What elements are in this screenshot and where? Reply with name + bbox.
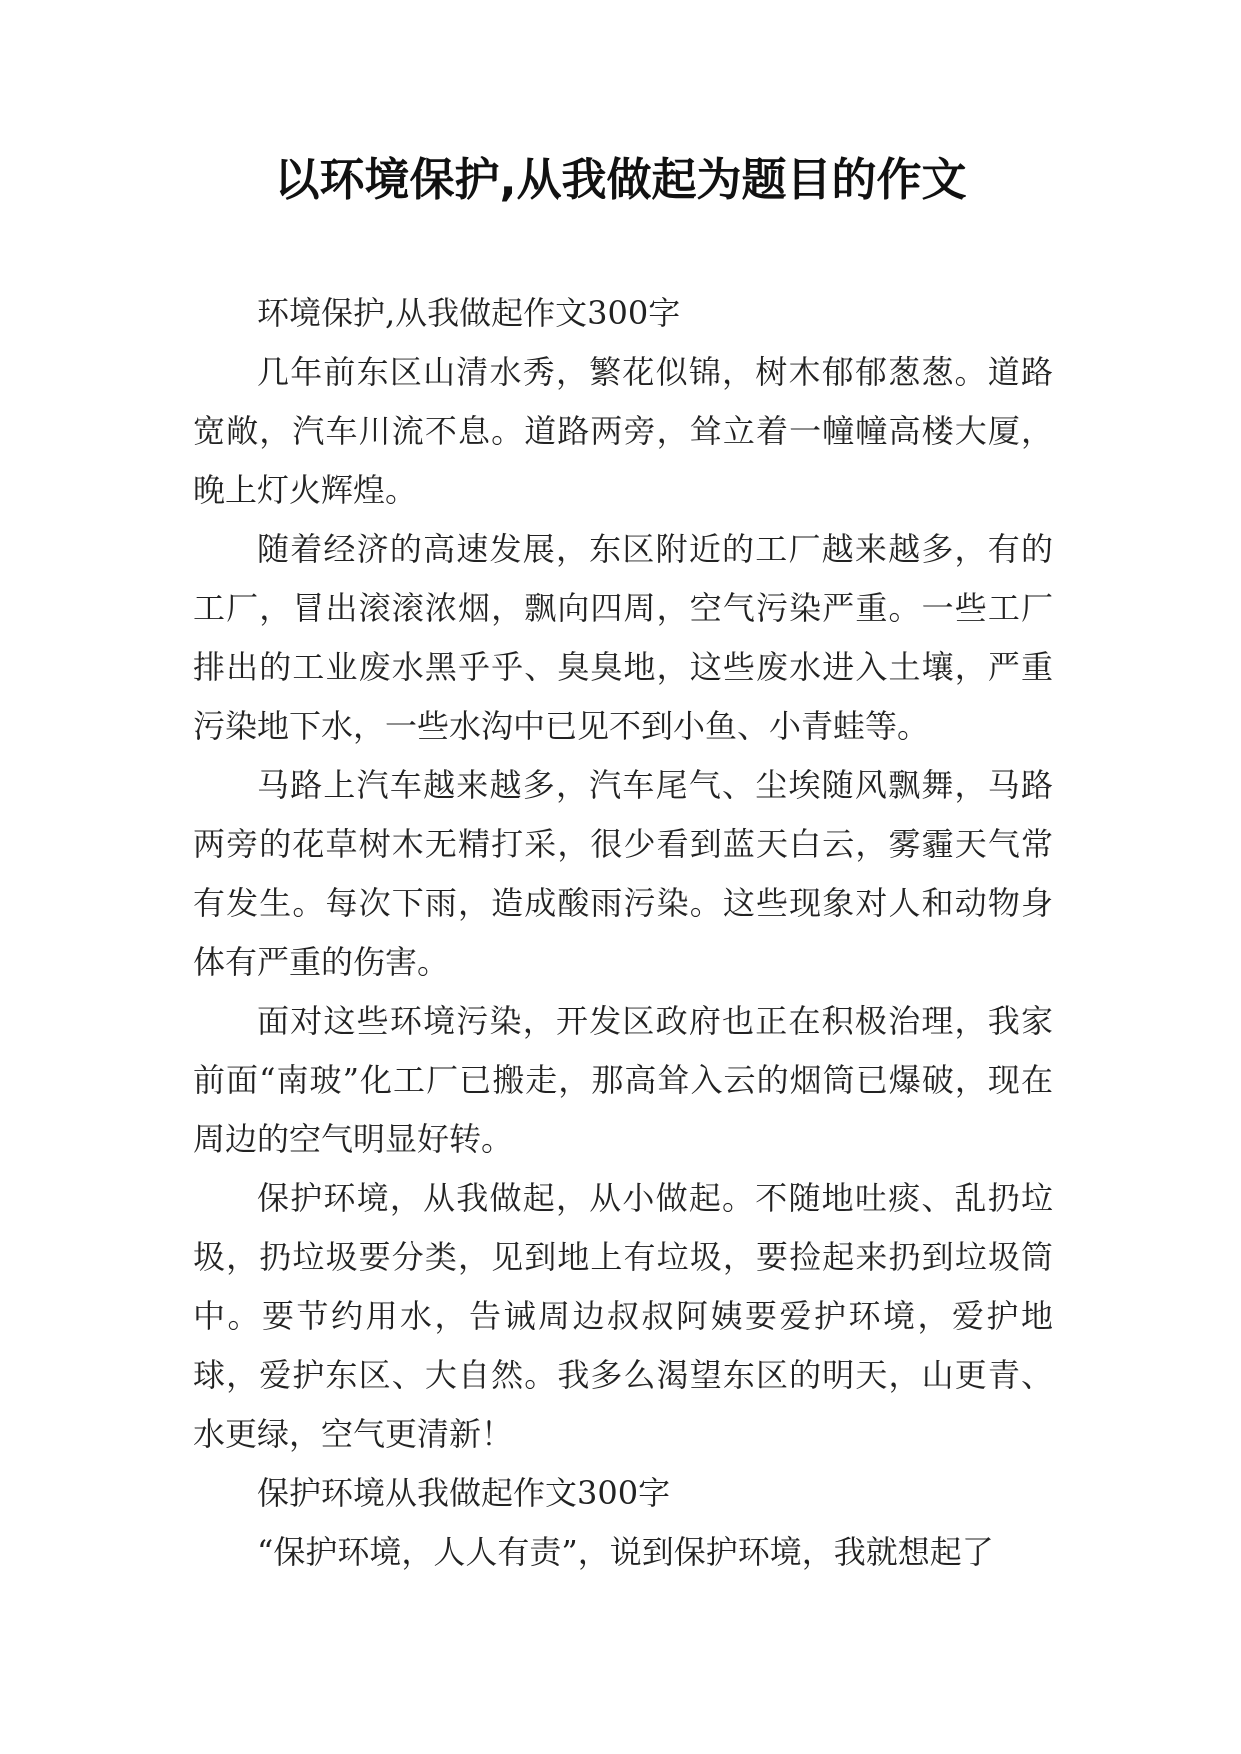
document-title: 以环境保护,从我做起为题目的作文 (274, 153, 967, 206)
paragraph: 马路上汽车越来越多，汽车尾气、尘埃随风飘舞，马路两旁的花草树木无精打采，很少看到蓝天白云，雾霾天气常有发生。每次下雨，造成酸雨污染。这些现象对人和动物身体有严重的伤害。 (193, 766, 1053, 981)
paragraph-subheading-1: 环境保护,从我做起作文300字 (257, 294, 681, 332)
paragraph: 随着经济的高速发展，东区附近的工厂越来越多，有的工厂，冒出滚滚浓烟，飘向四周，空气污染严重。一些工厂排出的工业废水黑乎乎、臭臭地，这些废水进入土壤，严重污染地下水，一些水沟中已见不到小鱼、小青蛙等。 (193, 530, 1053, 745)
document-body (193, 284, 1053, 1582)
paragraph: 面对这些环境污染，开发区政府也正在积极治理，我家前面“南玻”化工厂已搬走，那高耸入云的烟筒已爆破，现在周边的空气明显好转。 (193, 1002, 1053, 1158)
paragraph: 几年前东区山清水秀，繁花似锦，树木郁郁葱葱。道路宽敞，汽车川流不息。道路两旁，耸立着一幢幢高楼大厦，晚上灯火辉煌。 (193, 353, 1053, 509)
paragraph: 保护环境，从我做起，从小做起。不随地吐痰、乱扔垃圾，扔垃圾要分类，见到地上有垃圾，要捡起来扔到垃圾筒中。要节约用水，告诫周边叔叔阿姨要爱护环境，爱护地球，爱护东区、大自然。我多么渴望东区的明天，山更青、水更绿，空气更清新！ (193, 1179, 1053, 1453)
paragraph-subheading-2: 保护环境从我做起作文300字 (257, 1474, 671, 1512)
paragraph: “保护环境，人人有责”，说到保护环境，我就想起了 (257, 1533, 994, 1571)
